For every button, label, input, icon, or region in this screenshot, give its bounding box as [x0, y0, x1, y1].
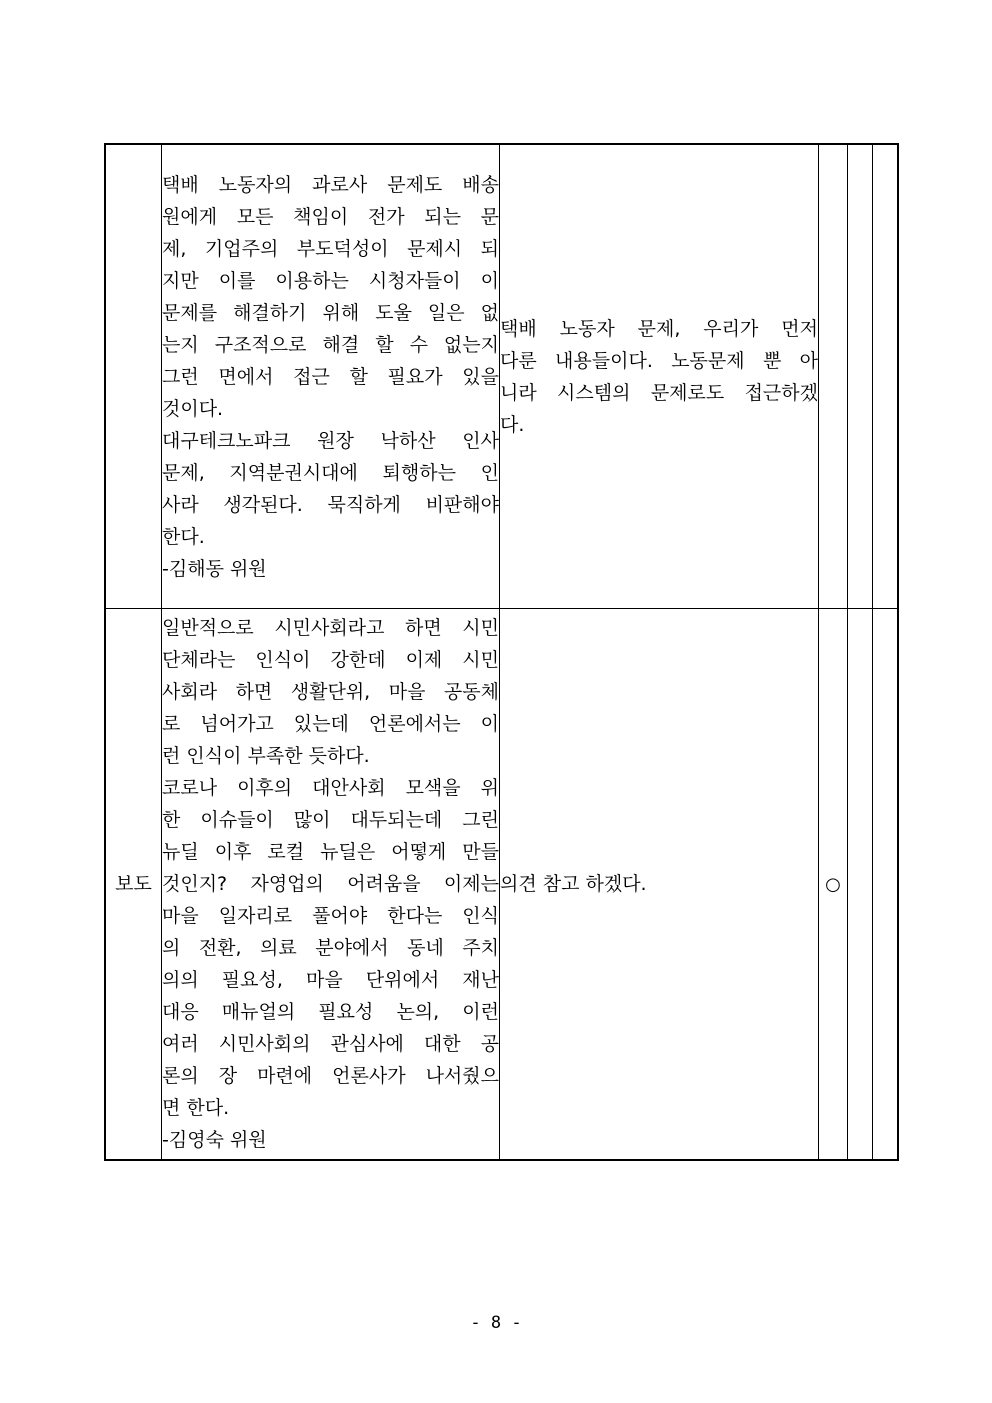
- page-number: - 8 -: [470, 1313, 522, 1333]
- text-line: 의 전환, 의료 분야에서 동네 주치: [162, 937, 499, 959]
- opinion-cell: [162, 144, 500, 609]
- text-line: 택배 노동자 문제, 우리가 먼저: [500, 317, 818, 340]
- text-line: 뉴딜 이후 로컬 뉴딜은 어떻게 만들: [162, 841, 499, 863]
- table-row: [105, 144, 898, 609]
- check-mark: ○: [825, 873, 841, 895]
- text-line: -김해동 위원: [162, 557, 267, 580]
- text-line: 원에게 모든 책임이 전가 되는 문: [162, 205, 499, 228]
- text-line: 의견 참고 하겠다.: [500, 873, 647, 895]
- text-line: 한다.: [162, 525, 205, 548]
- text-line: 대구테크노파크 원장 낙하산 인사: [162, 429, 499, 452]
- text-line: 일반적으로 시민사회라고 하면 시민: [162, 617, 499, 639]
- empty-cell: [848, 609, 873, 1161]
- text-line: 는지 구조적으로 해결 할 수 없는지: [162, 333, 499, 356]
- text-line: 론의 장 마련에 언론사가 나서줬으: [162, 1065, 499, 1087]
- text-line: 의의 필요성, 마을 단위에서 재난: [162, 969, 499, 991]
- response-cell: [500, 609, 819, 1161]
- empty-cell: [873, 144, 899, 609]
- text-line: 여러 시민사회의 관심사에 대한 공: [162, 1033, 499, 1055]
- text-line: 한 이슈들이 많이 대두되는데 그린: [162, 809, 499, 831]
- text-line: 로 넘어가고 있는데 언론에서는 이: [162, 713, 499, 735]
- opinion-cell: [162, 609, 500, 1161]
- category-cell: [105, 144, 162, 609]
- mark-cell: [819, 144, 848, 609]
- category-cell: 보도: [105, 609, 162, 1161]
- text-line: 문제, 지역분권시대에 퇴행하는 인: [162, 461, 499, 484]
- empty-cell: [873, 609, 899, 1161]
- text-line: 지만 이를 이용하는 시청자들이 이: [162, 269, 499, 292]
- response-cell: [500, 144, 819, 609]
- text-line: 니라 시스템의 문제로도 접근하겠: [500, 381, 818, 404]
- text-line: 다룬 내용들이다. 노동문제 뿐 아: [500, 349, 818, 372]
- text-line: 것인지? 자영업의 어려움을 이제는: [162, 873, 499, 895]
- text-line: 런 인식이 부족한 듯하다.: [162, 745, 370, 767]
- minutes-table: [104, 143, 899, 1161]
- text-line: 것이다.: [162, 397, 224, 420]
- text-line: 사회라 하면 생활단위, 마을 공동체: [162, 681, 499, 703]
- text-line: 택배 노동자의 과로사 문제도 배송: [162, 173, 499, 196]
- text-line: 문제를 해결하기 위해 도울 일은 없: [162, 301, 499, 324]
- text-line: 단체라는 인식이 강한데 이제 시민: [162, 649, 499, 671]
- text-line: 마을 일자리로 풀어야 한다는 인식: [162, 905, 499, 927]
- text-line: 대응 매뉴얼의 필요성 논의, 이런: [162, 1001, 499, 1023]
- text-line: 그런 면에서 접근 할 필요가 있을: [162, 365, 499, 388]
- text-line: 사라 생각된다. 묵직하게 비판해야: [162, 493, 499, 516]
- text-line: 코로나 이후의 대안사회 모색을 위: [162, 777, 499, 799]
- empty-cell: [848, 144, 873, 609]
- text-line: -김영숙 위원: [162, 1129, 267, 1151]
- table-row: [105, 609, 898, 1161]
- text-line: 제, 기업주의 부도덕성이 문제시 되: [162, 237, 499, 260]
- text-line: 면 한다.: [162, 1097, 230, 1119]
- text-line: 다.: [500, 413, 525, 436]
- mark-cell: [819, 609, 848, 1161]
